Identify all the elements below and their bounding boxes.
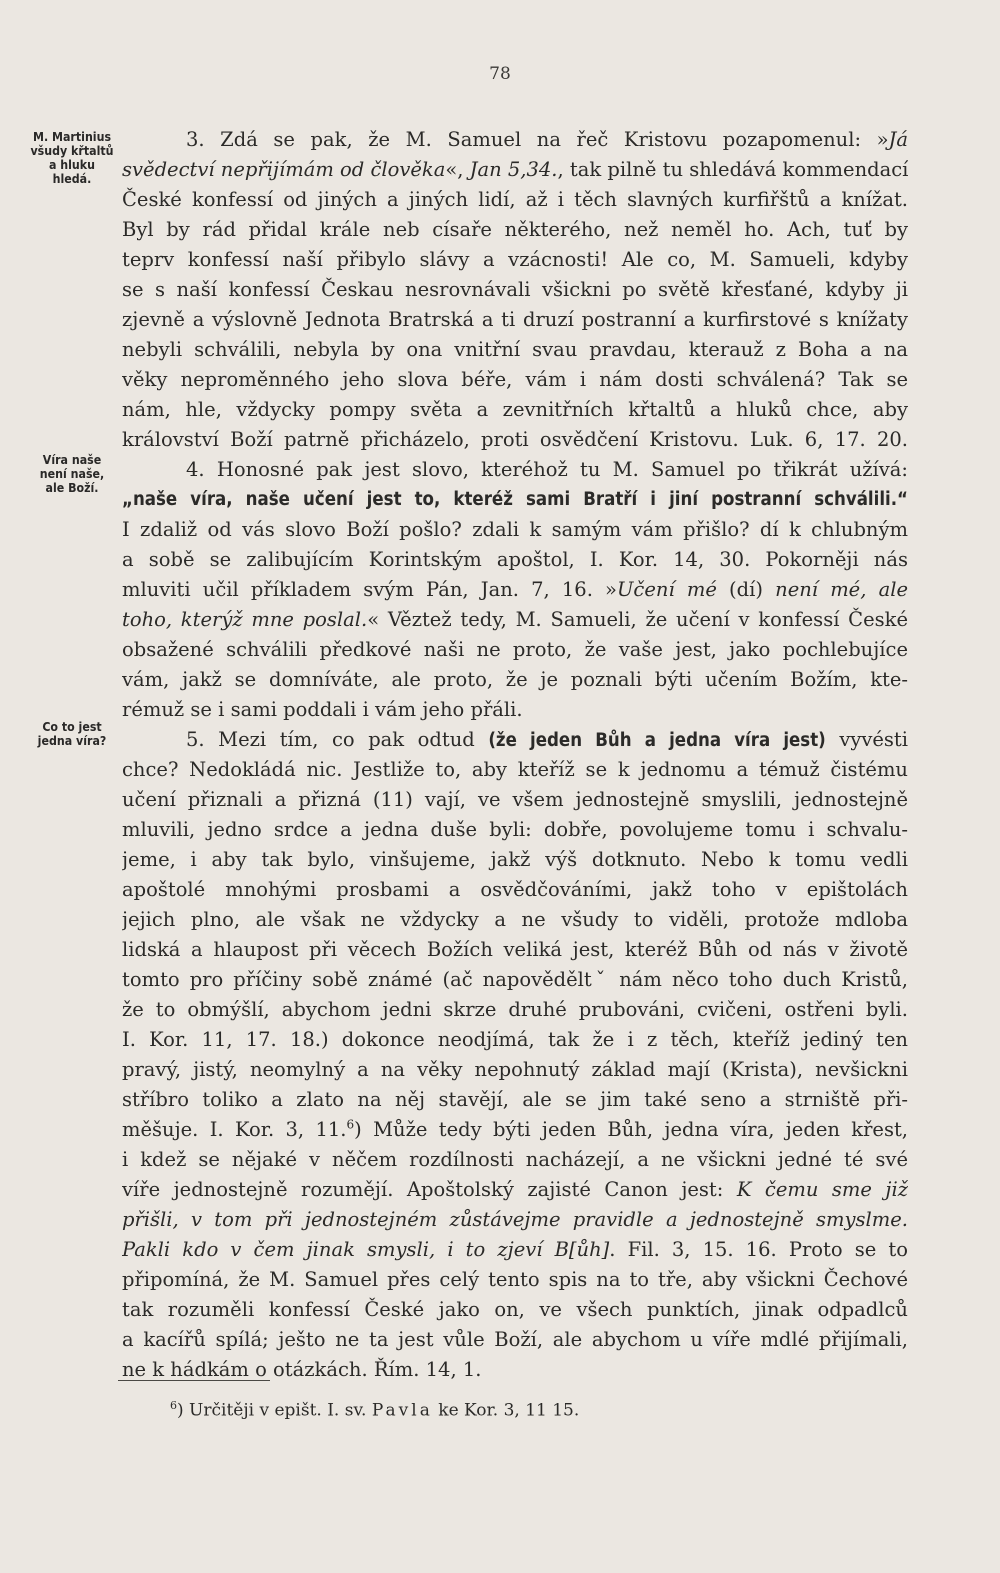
footnote-reference: 6 — [346, 1117, 355, 1132]
text-line: a kacířů spílá; ješto ne ta jest vůle Boží, ale abychom u víře mdlé přijímali, — [122, 1328, 908, 1351]
text-line: mluvili, jedno srdce a jedna duše byli: dobře, povolujeme tomu i schvalu- — [122, 818, 908, 841]
text-line: lidská a hlaupost při věcech Božích veliká jest, kteréž Bůh od nás v životě — [122, 938, 908, 961]
text-line: I. Kor. 11, 17. 18.) dokonce neodjímá, tak že i z těch, kteříž jediný ten — [122, 1028, 908, 1051]
footnote: $^6$) Určitěji v epišt. I. sv. Pavla ke Kor. 3, 11 15. — [170, 1399, 580, 1421]
margin-note-line: M. Martinius — [32, 130, 112, 144]
text-line: se s naší konfessí Českau nesrovnávali všickni po světě křesťané, kdyby ji — [122, 278, 908, 301]
margin-note-line: Co to jest — [42, 720, 102, 734]
text-line: zjevně a výslovně Jednota Bratrská a ti druzí postranní a kurfirstové s knížaty — [122, 308, 908, 331]
text-line: připomíná, že M. Samuel přes celý tento spis na to tře, aby všickni Čechové — [122, 1268, 908, 1291]
text-line: 5. Mezi tím, co pak odtud (že jeden Bůh a jedna víra jest) vyvésti — [186, 728, 908, 751]
text-line: I zdaliž od vás slovo Boží pošlo? zdali k samým vám přišlo? dí k chlubným — [122, 518, 908, 541]
text-line: tomto pro příčiny sobě známé (ač napověděltˇ nám něco toho duch Kristů, — [122, 968, 908, 991]
text-line: nám, hle, vždycky pompy světa a zevnitřních křtaltů a hluků chce, aby — [122, 398, 908, 421]
text-line: věky neproměnného jeho slova béře, vám i nám dosti schválená? Tak se — [122, 368, 908, 391]
text-line: tak rozuměli konfessí České jako on, ve všech punktích, jinak odpadlců — [122, 1298, 908, 1321]
text-line: víře jednostejně rozumějí. Apoštolský zajisté Canon jest: K čemu sme již — [122, 1178, 908, 1201]
text-line: apoštolé mnohými prosbami a osvědčováními, jakž toho v epištolách — [122, 878, 908, 901]
text-line: Byl by rád přidal krále neb císaře některého, než neměl ho. Ach, tuť by — [122, 218, 908, 241]
text-line: toho, kterýž mne poslal.« Věztež tedy, M. Samueli, že učení v konfessí České — [122, 608, 908, 631]
text-line: ne k hádkám o otázkách. Řím. 14, 1. — [122, 1358, 482, 1381]
text-line: učení přiznali a přizná (11) vají, ve všem jednostejně smyslili, jednostejně — [122, 788, 908, 811]
margin-note-line: není naše, — [39, 467, 105, 481]
text-line: že to obmýšlí, abychom jedni skrze druhé prubováni, cvičeni, ostřeni byli. — [122, 998, 908, 1021]
text-line: rémuž se i sami poddali i vám jeho přáli. — [122, 698, 523, 721]
margin-note-line: hledá. — [52, 172, 92, 186]
text-line: 4. Honosné pak jest slovo, kteréhož tu M. Samuel po třikrát užívá: — [186, 458, 908, 481]
text-line: Pakli kdo v čem jinak smysli, i to zjeví B[ůh]. Fil. 3, 15. 16. Proto se to — [122, 1238, 908, 1261]
text-line: a sobě se zalibujícím Korintským apoštol, I. Kor. 14, 30. Pokorněji nás — [122, 548, 908, 571]
text-line: České konfessí od jiných a jiných lidí, až i těch slavných kurfiřštů a knížat. — [122, 188, 908, 211]
text-line: stříbro toliko a zlato na něj stavějí, ale se jim také seno a strniště při- — [122, 1088, 908, 1111]
text-line-bold-quote: „naše víra, naše učení jest to, kteréž sami Bratří i jiní postranní schválili.“ — [122, 489, 908, 510]
margin-note-line: a hluku — [49, 158, 95, 172]
text-line: království Boží patrně přicházelo, proti osvědčení Kristovu. Luk. 6, 17. 20. — [122, 428, 908, 451]
margin-note-jedna-vira — [26, 720, 118, 748]
page-number: 78 — [489, 64, 511, 84]
margin-note-vira-nase — [26, 453, 118, 495]
footnote-mark: 6 — [170, 1399, 177, 1412]
text-line: 3. Zdá se pak, že M. Samuel na řeč Kristovu pozapomenul: »Já — [186, 128, 908, 151]
text-line: chce? Nedokládá nic. Jestliže to, aby kteříž se k jednomu a témuž čistému — [122, 758, 908, 781]
margin-note-martinius — [26, 130, 118, 186]
footnote-divider — [118, 1380, 270, 1381]
margin-note-line: všudy křtaltů — [30, 144, 114, 158]
text-line: mluviti učil příkladem svým Pán, Jan. 7, 16. »Učení mé (dí) není mé, ale — [122, 578, 908, 601]
text-line: obsažené schválili předkové naši ne proto, že vaše jest, jako pochlebujíce — [122, 638, 908, 661]
text-line: jejich plno, ale však ne vždycky a ne všudy to viděli, protože mdloba — [122, 908, 908, 931]
text-line: i kdež se nějaké v něčem rozdílnosti nacházejí, a ne všickni jedné té své — [122, 1148, 908, 1171]
text-line: měšuje. I. Kor. 3, 11.$^6$) Může tedy býti jeden Bůh, jedna víra, jeden křest, — [122, 1117, 908, 1141]
text-line: přišli, v tom při jednostejném zůstávejme pravidle a jednostejně smyslme. — [122, 1208, 908, 1231]
margin-note-line: Víra naše — [42, 453, 102, 467]
text-line: vám, jakž se domníváte, ale proto, že je poznali býti učením Božím, kte- — [122, 668, 908, 691]
text-line: jeme, i aby tak bylo, vinšujeme, jakž výš dotknuto. Nebo k tomu vedli — [122, 848, 908, 871]
margin-note-line: jedna víra? — [37, 734, 107, 748]
text-line: nebyli schválili, nebyla by ona vnitřní svau pravdau, kterauž z Boha a na — [122, 338, 908, 361]
margin-note-line: ale Boží. — [45, 481, 99, 495]
text-line: pravý, jistý, neomylný a na věky nepohnutý základ mají (Krista), nevšickni — [122, 1058, 908, 1081]
text-line: teprv konfessí naší přibylo slávy a vzácnosti! Ale co, M. Samueli, kdyby — [122, 248, 908, 271]
text-line: svědectví nepřijímám od člověka«, Jan 5,34., tak pilně tu shledává kommendací — [122, 158, 908, 181]
